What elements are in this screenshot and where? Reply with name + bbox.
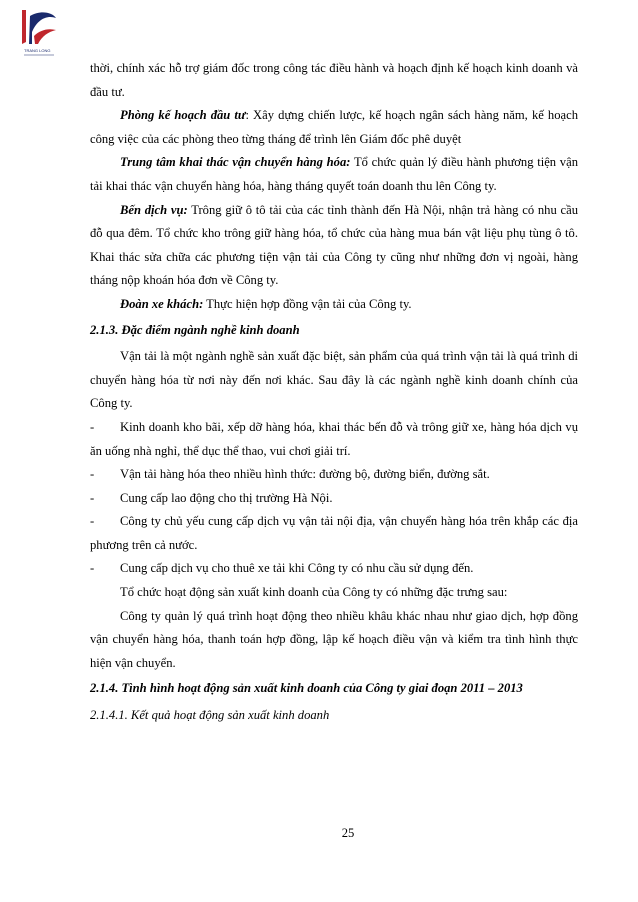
passenger-fleet-text: Thực hiện hợp đồng vận tải của Công ty. xyxy=(203,296,412,311)
subsection-heading-2-1-4-1: 2.1.4.1. Kết quả hoạt động sản xuất kinh doanh xyxy=(90,708,330,723)
list-item: - Công ty chủ yếu cung cấp dịch vụ vận tải nội địa, vận chuyển hàng hóa trên khắp các địa phương trên cả nước. xyxy=(90,514,578,552)
transport-center-label: Trung tâm khai thác vận chuyển hàng hóa: xyxy=(120,155,351,170)
list-item: - Vận tải hàng hóa theo nhiều hình thức: đường bộ, đường biển, đường sắt. xyxy=(90,467,490,482)
transport-center-text: Tổ chức quản lý điều hành phương tiện vận tải khai thác vận chuyển hàng hóa, hàng tháng quyết toán doanh thu lên Công ty. xyxy=(90,155,578,193)
features-text: Công ty quản lý quá trình hoạt động theo nhiều khâu khác nhau như giao dịch, hợp đồng vận chuyển hàng hóa, thanh toán hợp đồng, lập kế hoạch điều vận và kiểm tra tình hình thực hiện vận chuyển. xyxy=(90,608,578,670)
section-heading-2-1-3: 2.1.3. Đặc điểm ngành nghề kinh doanh xyxy=(90,322,300,337)
features-intro: Tổ chức hoạt động sản xuất kinh doanh của Công ty có những đặc trưng sau: xyxy=(120,585,508,600)
planning-department-text: : Xây dựng chiến lược, kế hoạch ngân sách hàng năm, kế hoạch công việc của các phòng theo từng tháng để trình lên Giám đốc phê duyệt xyxy=(90,108,579,146)
section-2-1-3-intro: Vận tải là một ngành nghề sản xuất đặc biệt, sản phẩm của quá trình vận tải là quá trình di chuyển hàng hóa từ nơi này đến nơi khác. Sau đây là các ngành nghề kinh doanh chính của Công ty. xyxy=(90,349,578,411)
list-item: - Kinh doanh kho bãi, xếp dỡ hàng hóa, khai thác bến đỗ và trông giữ xe, hàng hóa dịch vụ ăn uống nhà nghỉ, thể dục thể thao, vui chơi giải trí. xyxy=(90,419,578,458)
company-logo-icon xyxy=(10,6,66,60)
document-body xyxy=(90,57,578,728)
company-logo xyxy=(10,6,66,60)
paragraph-service-station xyxy=(90,199,578,293)
planning-department-label: Phòng kế hoạch đầu tư xyxy=(120,108,246,123)
logo-caption: TRANG LONG xyxy=(24,48,51,53)
service-station-label: Bến dịch vụ: xyxy=(120,202,188,217)
page-number: 25 xyxy=(341,826,355,840)
list-item: - Cung cấp lao động cho thị trường Hà Nội. xyxy=(90,490,333,505)
service-station-text: Trông giữ ô tô tải của các tỉnh thành đến Hà Nội, nhận trả hàng có nhu cầu đỗ qua đêm. Tổ chức kho trông giữ hàng hóa, tổ chức của hàng mua bán vật liệu phụ tùng ô tô. Khai thác sửa chữa các phương tiện vận tải của Công ty cũng như những đơn vị ngoài, hàng tháng nộp khoán hóa đơn về Công ty. xyxy=(90,202,579,288)
list-item: - Cung cấp dịch vụ cho thuê xe tải khi Công ty có nhu cầu sử dụng đến. xyxy=(90,561,474,576)
section-heading-2-1-4: 2.1.4. Tình hình hoạt động sản xuất kinh doanh của Công ty giai đoạn 2011 – 2013 xyxy=(90,681,523,696)
passenger-fleet-label: Đoàn xe khách: xyxy=(120,296,204,311)
paragraph-planning-department xyxy=(90,104,578,151)
paragraph-transport-center xyxy=(90,151,578,198)
paragraph-passenger-fleet xyxy=(90,293,578,317)
paragraph-continuation: thời, chính xác hỗ trợ giám đốc trong công tác điều hành và hoạch định kế hoạch kinh doanh và đầu tư. xyxy=(90,61,578,99)
